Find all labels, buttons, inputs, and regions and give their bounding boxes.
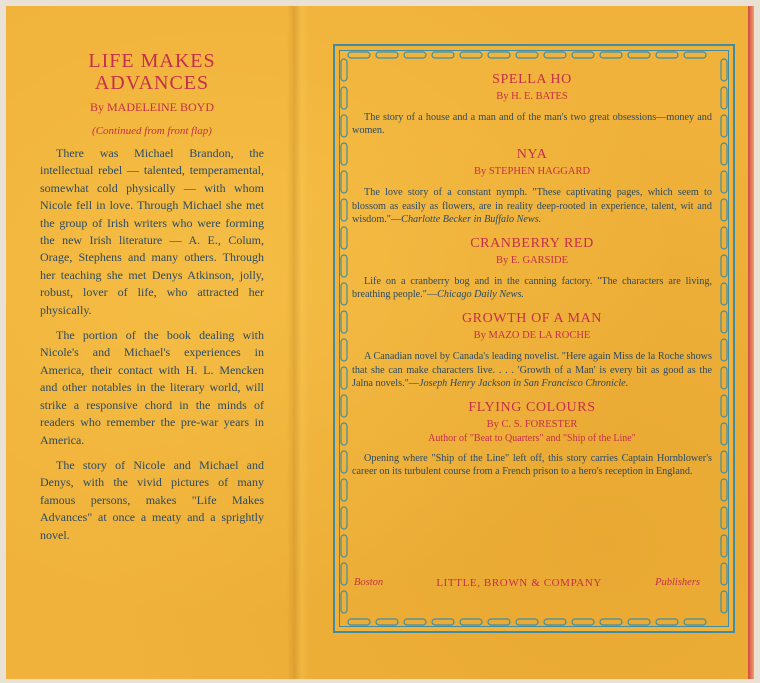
publisher-role: Publishers (655, 577, 700, 588)
book-description (352, 275, 712, 301)
description-text: Opening where "Ship of the Line" left off, this story carries Captain Hornblower's career on its turbulent course from a French prison to a hero's reception in England. (352, 453, 712, 478)
flap-title (40, 50, 264, 94)
book-entry-cranberry-red (352, 236, 712, 301)
publisher-footer (354, 577, 700, 589)
book-description (352, 186, 712, 226)
description-text: Life on a cranberry bog and in the canning factory. "The characters are living, breathing people."— (352, 276, 712, 301)
right-edge-strip (748, 6, 754, 679)
review-source: Chicago Daily News. (437, 289, 524, 301)
book-list (352, 72, 712, 488)
spine-fold (287, 6, 309, 679)
book-author: By H. E. BATES (496, 91, 568, 102)
flap-paragraph-3: The story of Nicole and Michael and Denys, with the vivid pictures of many famous persons, makes "Life Makes Advances" at once a meaty and a sprightly novel. (40, 457, 264, 542)
book-entry-growth-of-a-man (352, 311, 712, 390)
book-author: By C. S. FORESTER (486, 419, 578, 431)
publisher-name: LITTLE, BROWN & COMPANY (436, 577, 602, 589)
book-description (352, 350, 712, 390)
book-description (352, 452, 712, 478)
flap-title-line1: LIFE MAKES (88, 50, 216, 72)
publisher-city: Boston (354, 577, 384, 588)
review-source: Joseph Henry Jackson in San Francisco Chronicle. (418, 377, 629, 389)
book-title: GROWTH OF A MAN (461, 311, 603, 327)
book-author: By E. GARSIDE (495, 255, 569, 267)
back-flap (40, 50, 264, 552)
book-title: SPELLA HO (492, 72, 572, 87)
book-entry-nya (352, 147, 712, 226)
book-author-credits: Author of "Beat to Quarters" and "Ship of the Line" (428, 433, 636, 445)
description-text: The love story of a constant nymph. "These captivating pages, which seem to blossom as easily as flowers, are in reality deep-rooted in experience, talent, wit and wisdom."— (352, 187, 712, 225)
book-title: CRANBERRY RED (470, 236, 594, 252)
flap-title-line2: ADVANCES (94, 72, 210, 94)
flap-continued-note: (Continued from front flap) (92, 125, 212, 137)
review-source: Charlotte Becker in Buffalo News. (401, 213, 542, 225)
flap-author: By MADELEINE BOYD (90, 100, 214, 114)
book-title: NYA (516, 147, 548, 163)
description-text: A Canadian novel by Canada's leading novelist. "Here again Miss de la Roche shows that she can make characters live. . . . 'Growth of a Man' is every bit as good as the Jalna novels."— (352, 351, 712, 389)
book-entry-flying-colours (352, 400, 712, 478)
flap-paragraph-2: The portion of the book dealing with Nicole's and Michael's experiences in America, their contact with H. L. Mencken and other notables in the literary world, will strike a responsive chord in the minds of readers who remember the pre-war years in America. (40, 328, 264, 447)
book-description (352, 111, 712, 137)
description-text: The story of a house and a man and of the man's two great obsessions—money and women. (352, 112, 712, 137)
flap-paragraph-1: There was Michael Brandon, the intellectual rebel — talented, temperamental, somewhat cold physically — with whom Nicole fell in love. Through Michael she met the group of Irish writers who were forming the new Irish literature — A. E., Colum, Orage, Stephens and many others. Through her teaching she met Denys Atkinson, jolly, robust, lover of life, who attracted her physically. (40, 146, 264, 317)
book-author: By STEPHEN HAGGARD (473, 166, 591, 178)
book-title: FLYING COLOURS (468, 400, 596, 416)
book-author: By MAZO DE LA ROCHE (473, 330, 591, 342)
book-entry-spella-ho (352, 72, 712, 137)
